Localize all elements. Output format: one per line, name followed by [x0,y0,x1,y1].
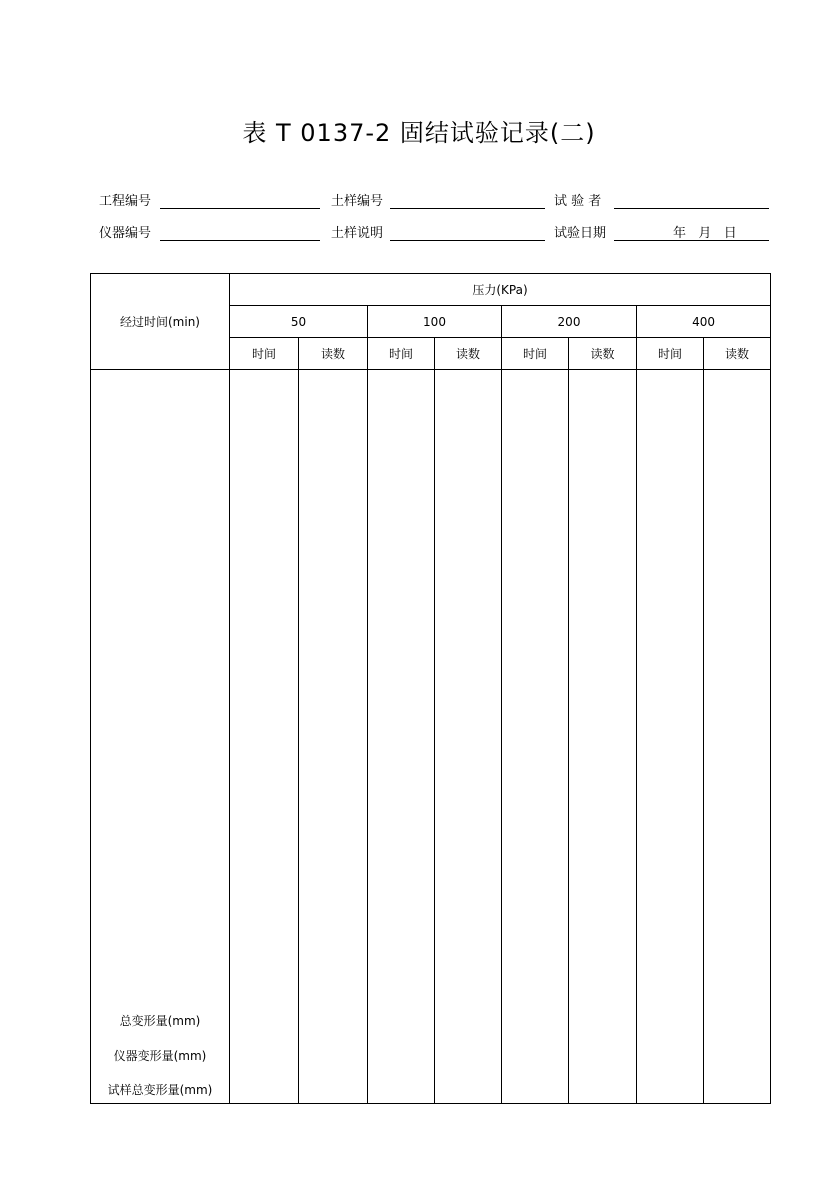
sample-no-field[interactable] [390,208,545,209]
time-col-header: 时间 [502,338,569,370]
page-title: 表 T 0137-2 固结试验记录(二) [242,119,596,147]
time-200-cell[interactable] [502,370,569,1104]
consolidation-record-table [90,273,771,1104]
sample-desc-field[interactable] [390,240,545,241]
pressure-value: 400 [692,314,715,329]
reading-col-header: 读数 [704,338,771,370]
pressure-value: 100 [423,314,446,329]
time-col-header: 时间 [637,338,704,370]
time-col-header: 时间 [368,338,435,370]
pressure-value: 200 [557,314,581,329]
reading-200-cell[interactable] [569,370,637,1104]
test-date-label: 试验日期 [554,226,607,241]
reading-col-header: 读数 [299,338,368,370]
sample-total-deformation-label: 试样总变形量(mm) [107,1083,213,1097]
deformation-labels [91,1004,229,1108]
elapsed-time-header [91,274,230,370]
instrument-no-field[interactable] [160,240,320,241]
pressure-200-header [502,306,637,338]
time-50-cell[interactable] [230,370,299,1104]
time-100-cell[interactable] [368,370,435,1104]
reading-col-header: 读数 [435,338,502,370]
pressure-header [230,274,771,306]
instrument-no-label: 仪器编号 [99,226,152,241]
tester-field[interactable] [614,208,769,209]
reading-400-cell[interactable] [704,370,771,1104]
pressure-value: 50 [290,314,307,329]
pressure-100-header [368,306,502,338]
date-units: 年 月 日 [673,226,737,241]
instrument-deformation-label: 仪器变形量(mm) [113,1048,207,1063]
total-deformation-label: 总变形量(mm) [119,1014,201,1028]
pressure-50-header [230,306,368,338]
pressure-header-label: 压力(KPa) [472,282,528,297]
pressure-400-header [637,306,771,338]
sample-desc-label: 土样说明 [331,226,384,241]
reading-100-cell[interactable] [435,370,502,1104]
time-400-cell[interactable] [637,370,704,1104]
time-col-header: 时间 [230,338,299,370]
project-no-field[interactable] [160,208,320,209]
tester-label: 试 验 者 [554,194,602,209]
project-no-label: 工程编号 [99,194,152,209]
sample-no-label: 土样编号 [331,194,384,209]
elapsed-time-cell [91,370,230,1104]
elapsed-time-label: 经过时间(min) [120,314,200,329]
reading-col-header: 读数 [569,338,637,370]
reading-50-cell[interactable] [299,370,368,1104]
